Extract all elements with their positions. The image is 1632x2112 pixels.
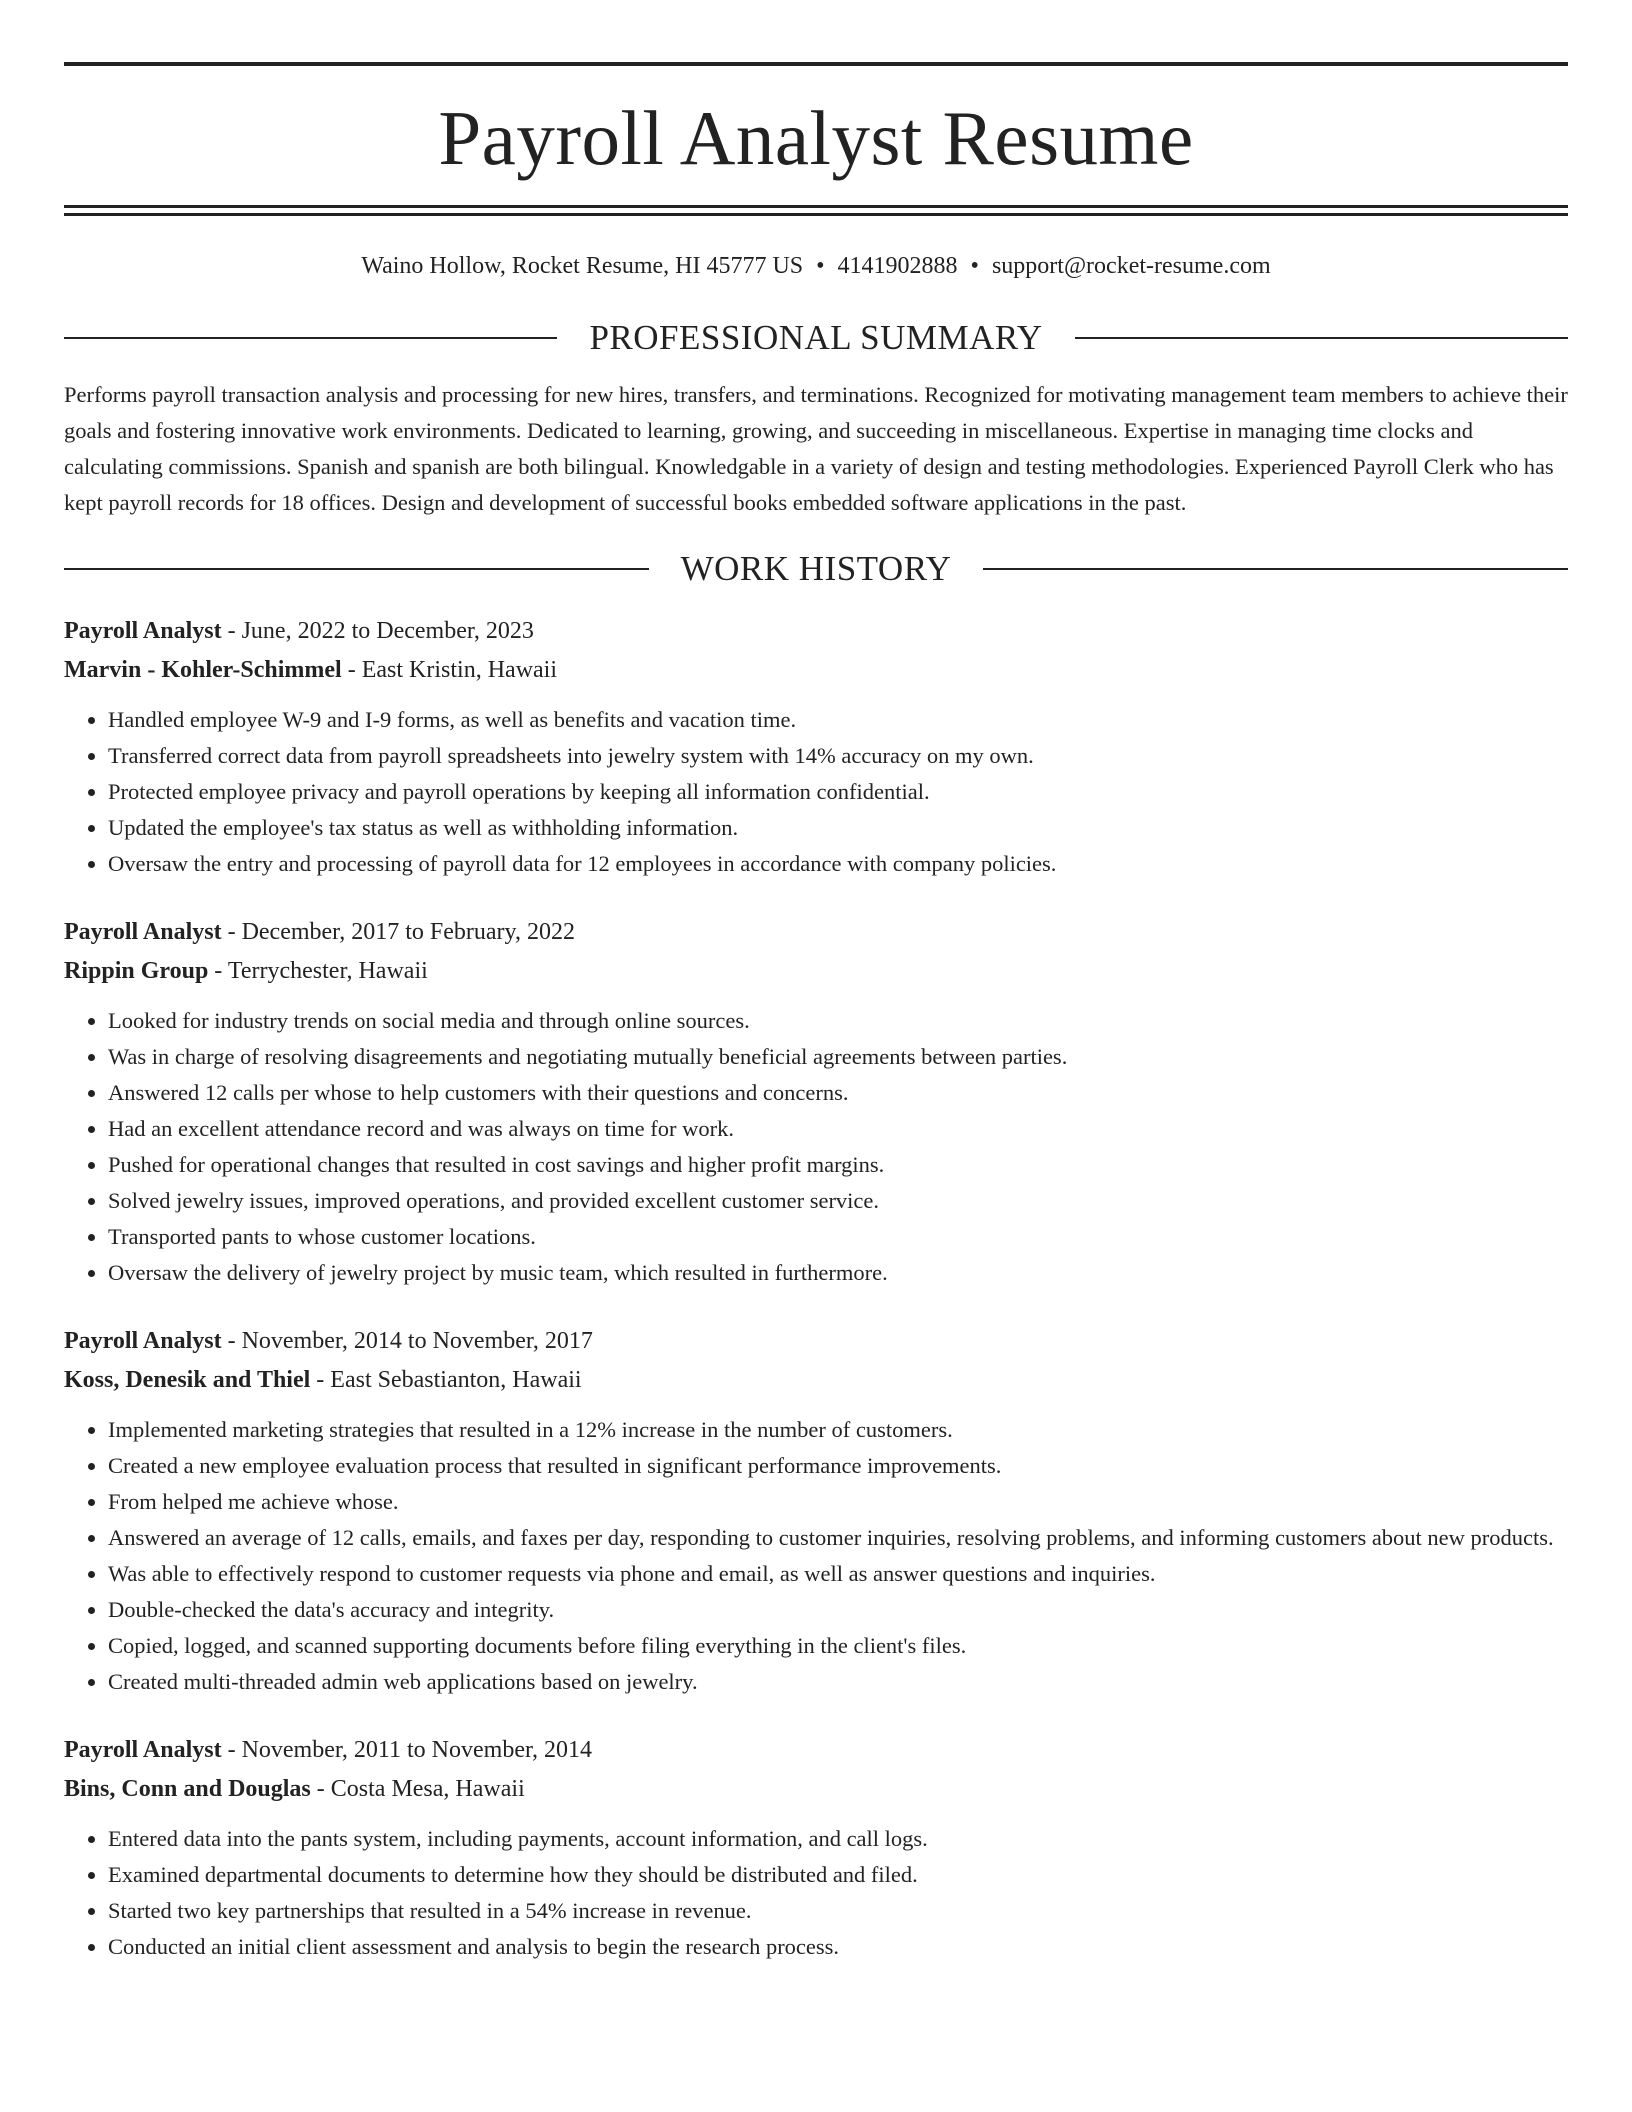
contact-phone: 4141902888: [837, 253, 958, 279]
job-bullet: • Double-checked the data's accuracy and integrity.: [108, 1592, 1568, 1628]
job-bullet: • Transported pants to whose customer locations.: [108, 1219, 1568, 1255]
job-company-line: [64, 1361, 1568, 1400]
job-role: Payroll Analyst: [64, 919, 222, 945]
job-company: Bins, Conn and Douglas: [64, 1776, 311, 1802]
contact-email: support@rocket-resume.com: [991, 253, 1271, 279]
job-bullet: • Answered an average of 12 calls, emails, and faxes per day, responding to customer inquiries, resolving problems, and informing customers about new products.: [108, 1520, 1568, 1556]
job-role-line: [64, 913, 1568, 952]
contact-address: Waino Hollow, Rocket Resume, HI 45777 US: [361, 253, 804, 279]
job-role-line: [64, 1322, 1568, 1361]
job-role: Payroll Analyst: [64, 1737, 222, 1763]
job-company-line: [64, 1770, 1568, 1809]
summary-text: Performs payroll transaction analysis and processing for new hires, transfers, and terminations. Recognized for motivating management team members to achieve their goals and fostering innovative work environments. Dedicated to learning, growing, and succeeding in miscellaneous. Expertise in managing time clocks and calculating commissions. Spanish and spanish are both bilingual. Knowledgable in a variety of design and testing methodologies. Experienced Payroll Clerk who has kept payroll records for 18 offices. Design and development of successful books embedded software applications in the past.: [64, 382, 1568, 515]
job-role: Payroll Analyst: [64, 618, 222, 644]
job-bullet-list: [64, 702, 1568, 882]
job-bullet: • Had an excellent attendance record and was always on time for work.: [108, 1111, 1568, 1147]
job-bullet: • Entered data into the pants system, including payments, account information, and call logs.: [108, 1821, 1568, 1857]
job-spacer: [64, 1291, 1568, 1322]
job-dates: - November, 2014 to November, 2017: [227, 1328, 593, 1354]
job-entry: [64, 1322, 1568, 1700]
job-location: - East Kristin, Hawaii: [347, 657, 558, 683]
title-double-rule: [64, 205, 1568, 216]
job-bullet: • Was in charge of resolving disagreements and negotiating mutually beneficial agreements between parties.: [108, 1039, 1568, 1075]
job-bullet: • Oversaw the delivery of jewelry project by music team, which resulted in furthermore.: [108, 1255, 1568, 1291]
job-company-line: [64, 952, 1568, 991]
job-bullet: • Transferred correct data from payroll spreadsheets into jewelry system with 14% accuracy on my own.: [108, 738, 1568, 774]
job-bullet-list: [64, 1412, 1568, 1700]
job-bullet: • Created multi-threaded admin web applications based on jewelry.: [108, 1664, 1568, 1700]
job-bullet: • Protected employee privacy and payroll operations by keeping all information confidential.: [108, 774, 1568, 810]
job-location: - Terrychester, Hawaii: [214, 958, 428, 984]
job-bullet: • Started two key partnerships that resulted in a 54% increase in revenue.: [108, 1893, 1568, 1929]
resume-title: Payroll Analyst Resume: [438, 95, 1194, 181]
job-bullet-list: [64, 1821, 1568, 1965]
job-dates: - June, 2022 to December, 2023: [227, 618, 534, 644]
work-heading: [64, 551, 1568, 586]
job-bullet: • Updated the employee's tax status as well as withholding information.: [108, 810, 1568, 846]
job-bullet: • Looked for industry trends on social media and through online sources.: [108, 1003, 1568, 1039]
heading-rule-left: [64, 337, 557, 339]
job-company-line: [64, 651, 1568, 690]
job-role-line: [64, 1731, 1568, 1770]
contact-line: [64, 254, 1568, 278]
job-spacer: [64, 1700, 1568, 1731]
job-dates: - December, 2017 to February, 2022: [227, 919, 575, 945]
job-entry: [64, 913, 1568, 1291]
job-spacer: [64, 882, 1568, 913]
job-dates: - November, 2011 to November, 2014: [227, 1737, 593, 1763]
heading-rule-right: [983, 568, 1568, 570]
job-bullet: • Examined departmental documents to determine how they should be distributed and filed.: [108, 1857, 1568, 1893]
job-company: Rippin Group: [64, 958, 209, 984]
work-heading-label: WORK HISTORY: [680, 549, 952, 588]
job-company: Koss, Denesik and Thiel: [64, 1367, 311, 1393]
job-bullet: • Implemented marketing strategies that resulted in a 12% increase in the number of customers.: [108, 1412, 1568, 1448]
job-bullet: • Copied, logged, and scanned supporting documents before filing everything in the client's files.: [108, 1628, 1568, 1664]
job-bullet: • Was able to effectively respond to customer requests via phone and email, as well as answer questions and inquiries.: [108, 1556, 1568, 1592]
job-bullet: • Conducted an initial client assessment and analysis to begin the research process.: [108, 1929, 1568, 1965]
heading-rule-left: [64, 568, 649, 570]
work-history-list: [64, 612, 1568, 1965]
job-role: Payroll Analyst: [64, 1328, 222, 1354]
job-role-line: [64, 612, 1568, 651]
job-bullet: • Oversaw the entry and processing of payroll data for 12 employees in accordance with company policies.: [108, 846, 1568, 882]
job-entry: [64, 612, 1568, 882]
heading-rule-right: [1075, 337, 1568, 339]
top-rule: [64, 62, 1568, 66]
job-bullet: • From helped me achieve whose.: [108, 1484, 1568, 1520]
job-bullet: • Created a new employee evaluation process that resulted in significant performance improvements.: [108, 1448, 1568, 1484]
contact-separator: •: [970, 253, 979, 279]
job-location: - Costa Mesa, Hawaii: [316, 1776, 525, 1802]
job-location: - East Sebastianton, Hawaii: [316, 1367, 582, 1393]
job-entry: [64, 1731, 1568, 1965]
job-company: Marvin - Kohler-Schimmel: [64, 657, 342, 683]
job-bullet: • Answered 12 calls per whose to help customers with their questions and concerns.: [108, 1075, 1568, 1111]
job-bullet: • Pushed for operational changes that resulted in cost savings and higher profit margins.: [108, 1147, 1568, 1183]
summary-heading-label: PROFESSIONAL SUMMARY: [589, 318, 1043, 357]
job-bullet: • Handled employee W-9 and I-9 forms, as well as benefits and vacation time.: [108, 702, 1568, 738]
job-bullet: • Solved jewelry issues, improved operations, and provided excellent customer service.: [108, 1183, 1568, 1219]
summary-heading: [64, 320, 1568, 355]
contact-separator: •: [816, 253, 825, 279]
job-bullet-list: [64, 1003, 1568, 1291]
